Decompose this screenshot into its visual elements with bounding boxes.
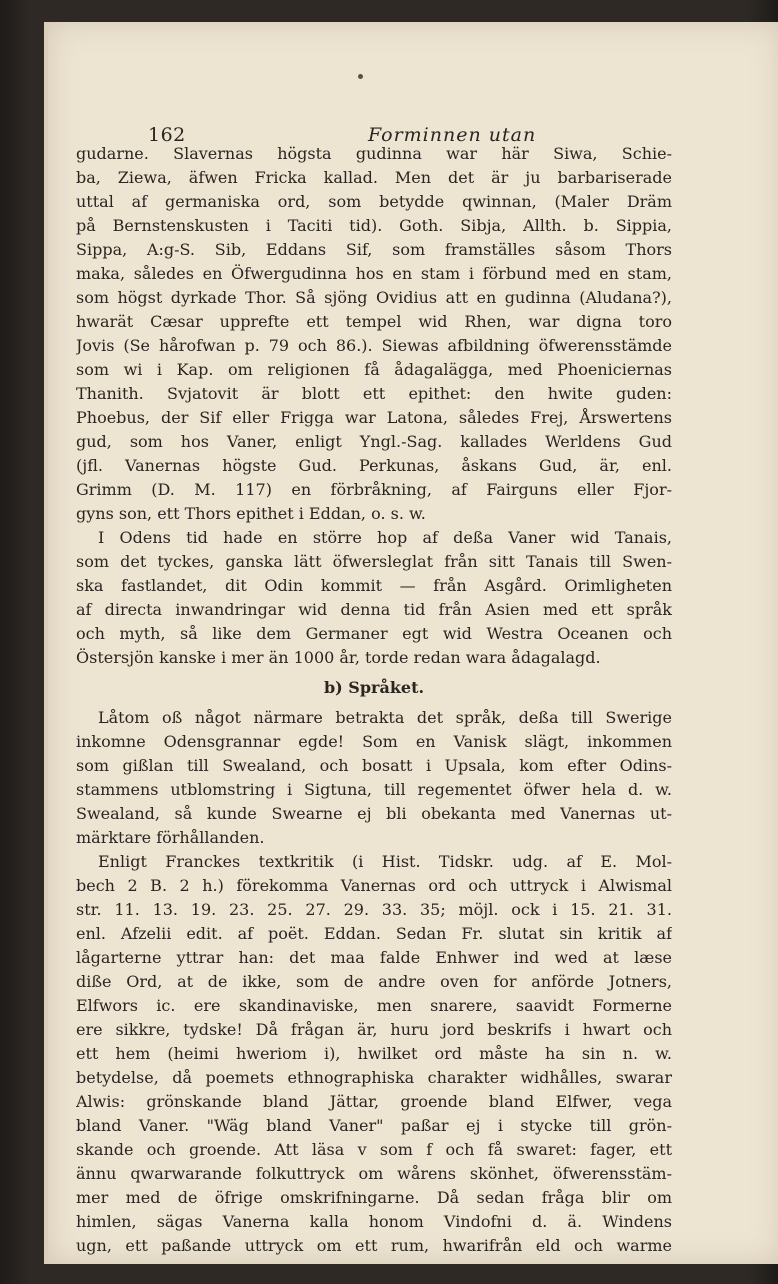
text-line: ba, Ziewa, äfwen Fricka kallad. Men det är ju barbariserade xyxy=(76,168,672,187)
text-line: Låtom oß något närmare betrakta det språk, deßa till Swerige xyxy=(98,708,672,727)
text-line: diße Ord, at de ikke, som de andre oven for anförde Jotners, xyxy=(76,972,672,991)
text-line: ännu qwarwarande folkuttryck om wårens skönhet, öfwerensstäm- xyxy=(76,1164,672,1183)
body-text xyxy=(76,142,672,1258)
section-heading: b) Språket. xyxy=(323,678,425,697)
text-line: ska fastlandet, dit Odin kommit — från Asgård. Orimligheten xyxy=(76,576,672,595)
text-line: på Bernstenskusten i Taciti tid). Goth. Sibja, Allth. b. Sippia, xyxy=(76,216,672,235)
text-line: bland Vaner. "Wäg bland Vaner" paßar ej i stycke till grön- xyxy=(76,1116,672,1135)
text-line: som det tyckes, ganska lätt öfwersleglat från sitt Tanais till Swen- xyxy=(76,552,672,571)
text-line: (jfl. Vanernas högste Gud. Perkunas, åskans Gud, är, enl. xyxy=(76,456,672,475)
text-line: Jovis (Se hårofwan p. 79 och 86.). Siewas afbildning öfwerensstämde xyxy=(76,336,672,355)
text-line: gudarne. Slavernas högsta gudinna war här Siwa, Schie- xyxy=(76,144,672,163)
text-line: som wi i Kap. om religionen få ådagalägga, med Phoeniciernas xyxy=(76,360,672,379)
text-line: Enligt Franckes textkritik (i Hist. Tidskr. udg. af E. Mol- xyxy=(98,852,672,871)
text-line: skande och groende. Att läsa v som f och få swaret: fager, ett xyxy=(76,1140,672,1159)
text-line: str. 11. 13. 19. 23. 25. 27. 29. 33. 35; möjl. ock i 15. 21. 31. xyxy=(76,900,672,919)
text-line: mer med de öfrige omskrifningarne. Då sedan fråga blir om xyxy=(76,1188,672,1207)
text-line: himlen, sägas Vanerna kalla honom Vindofni d. ä. Windens xyxy=(76,1212,672,1231)
text-line: ere sikkre, tydske! Då frågan är, huru jord beskrifs i hwart och xyxy=(76,1020,672,1039)
text-line: maka, således en Öfwergudinna hos en stam i förbund med en stam, xyxy=(76,264,672,283)
text-line: ugn, ett paßande uttryck om ett rum, hwarifrån eld och warme xyxy=(76,1236,672,1255)
text-line: I Odens tid hade en större hop af deßa Vaner wid Tanais, xyxy=(98,528,672,547)
ink-speck xyxy=(358,74,363,79)
text-line: Sippa, A:g-S. Sib, Eddans Sif, som framställes såsom Thors xyxy=(76,240,672,259)
text-line: Grimm (D. M. 117) en förbråkning, af Fairguns eller Fjor- xyxy=(76,480,672,499)
text-line: märktare förhållanden. xyxy=(76,828,265,847)
text-line: som gißlan till Swealand, och bosatt i Upsala, kom efter Odins- xyxy=(76,756,672,775)
text-line: lågarterne yttrar han: det maa falde Enhwer ind wed at læse xyxy=(76,948,672,967)
text-line: stammens utblomstring i Sigtuna, till regementet öfwer hela d. w. xyxy=(76,780,672,799)
text-line: Alwis: grönskande bland Jättar, groende bland Elfwer, vega xyxy=(76,1092,672,1111)
text-line: Elfwors ic. ere skandinaviske, men snarere, saavidt Formerne xyxy=(76,996,672,1015)
text-line: Phoebus, der Sif eller Frigga war Latona, således Frej, Årswertens xyxy=(76,408,672,427)
text-line: Thanith. Svjatovit är blott ett epithet: den hwite guden: xyxy=(76,384,672,403)
running-title: Forminnen utan xyxy=(368,124,537,146)
text-line: inkomne Odensgrannar egde! Som en Vanisk slägt, inkommen xyxy=(76,732,672,751)
text-line: som högst dyrkade Thor. Så sjöng Ovidius att en gudinna (Aludana?), xyxy=(76,288,672,307)
text-line: Östersjön kanske i mer än 1000 år, torde redan wara ådagalagd. xyxy=(76,648,601,667)
text-line: och myth, så like dem Germaner egt wid Westra Oceanen och xyxy=(76,624,672,643)
text-line: af directa inwandringar wid denna tid från Asien med ett språk xyxy=(76,600,672,619)
text-line: bech 2 B. 2 h.) förekomma Vanernas ord och uttryck i Alwismal xyxy=(76,876,672,895)
text-line: uttal af germaniska ord, som betydde qwinnan, (Maler Dräm xyxy=(76,192,672,211)
text-line: betydelse, då poemets ethnographiska charakter widhålles, swarar xyxy=(76,1068,672,1087)
text-line: gud, som hos Vaner, enligt Yngl.-Sag. kallades Werldens Gud xyxy=(76,432,672,451)
text-line: Swealand, så kunde Swearne ej bli obekanta med Vanernas ut- xyxy=(76,804,672,823)
page-number: 162 xyxy=(148,124,186,146)
text-line: hwarät Cæsar upprefte ett tempel wid Rhen, war digna toro xyxy=(76,312,672,331)
text-line: gyns son, ett Thors epithet i Eddan, o. s. w. xyxy=(76,504,426,523)
text-line: enl. Afzelii edit. af poët. Eddan. Sedan Fr. slutat sin kritik af xyxy=(76,924,672,943)
text-line: ett hem (heimi hweriom i), hwilket ord måste ha sin n. w. xyxy=(76,1044,672,1063)
